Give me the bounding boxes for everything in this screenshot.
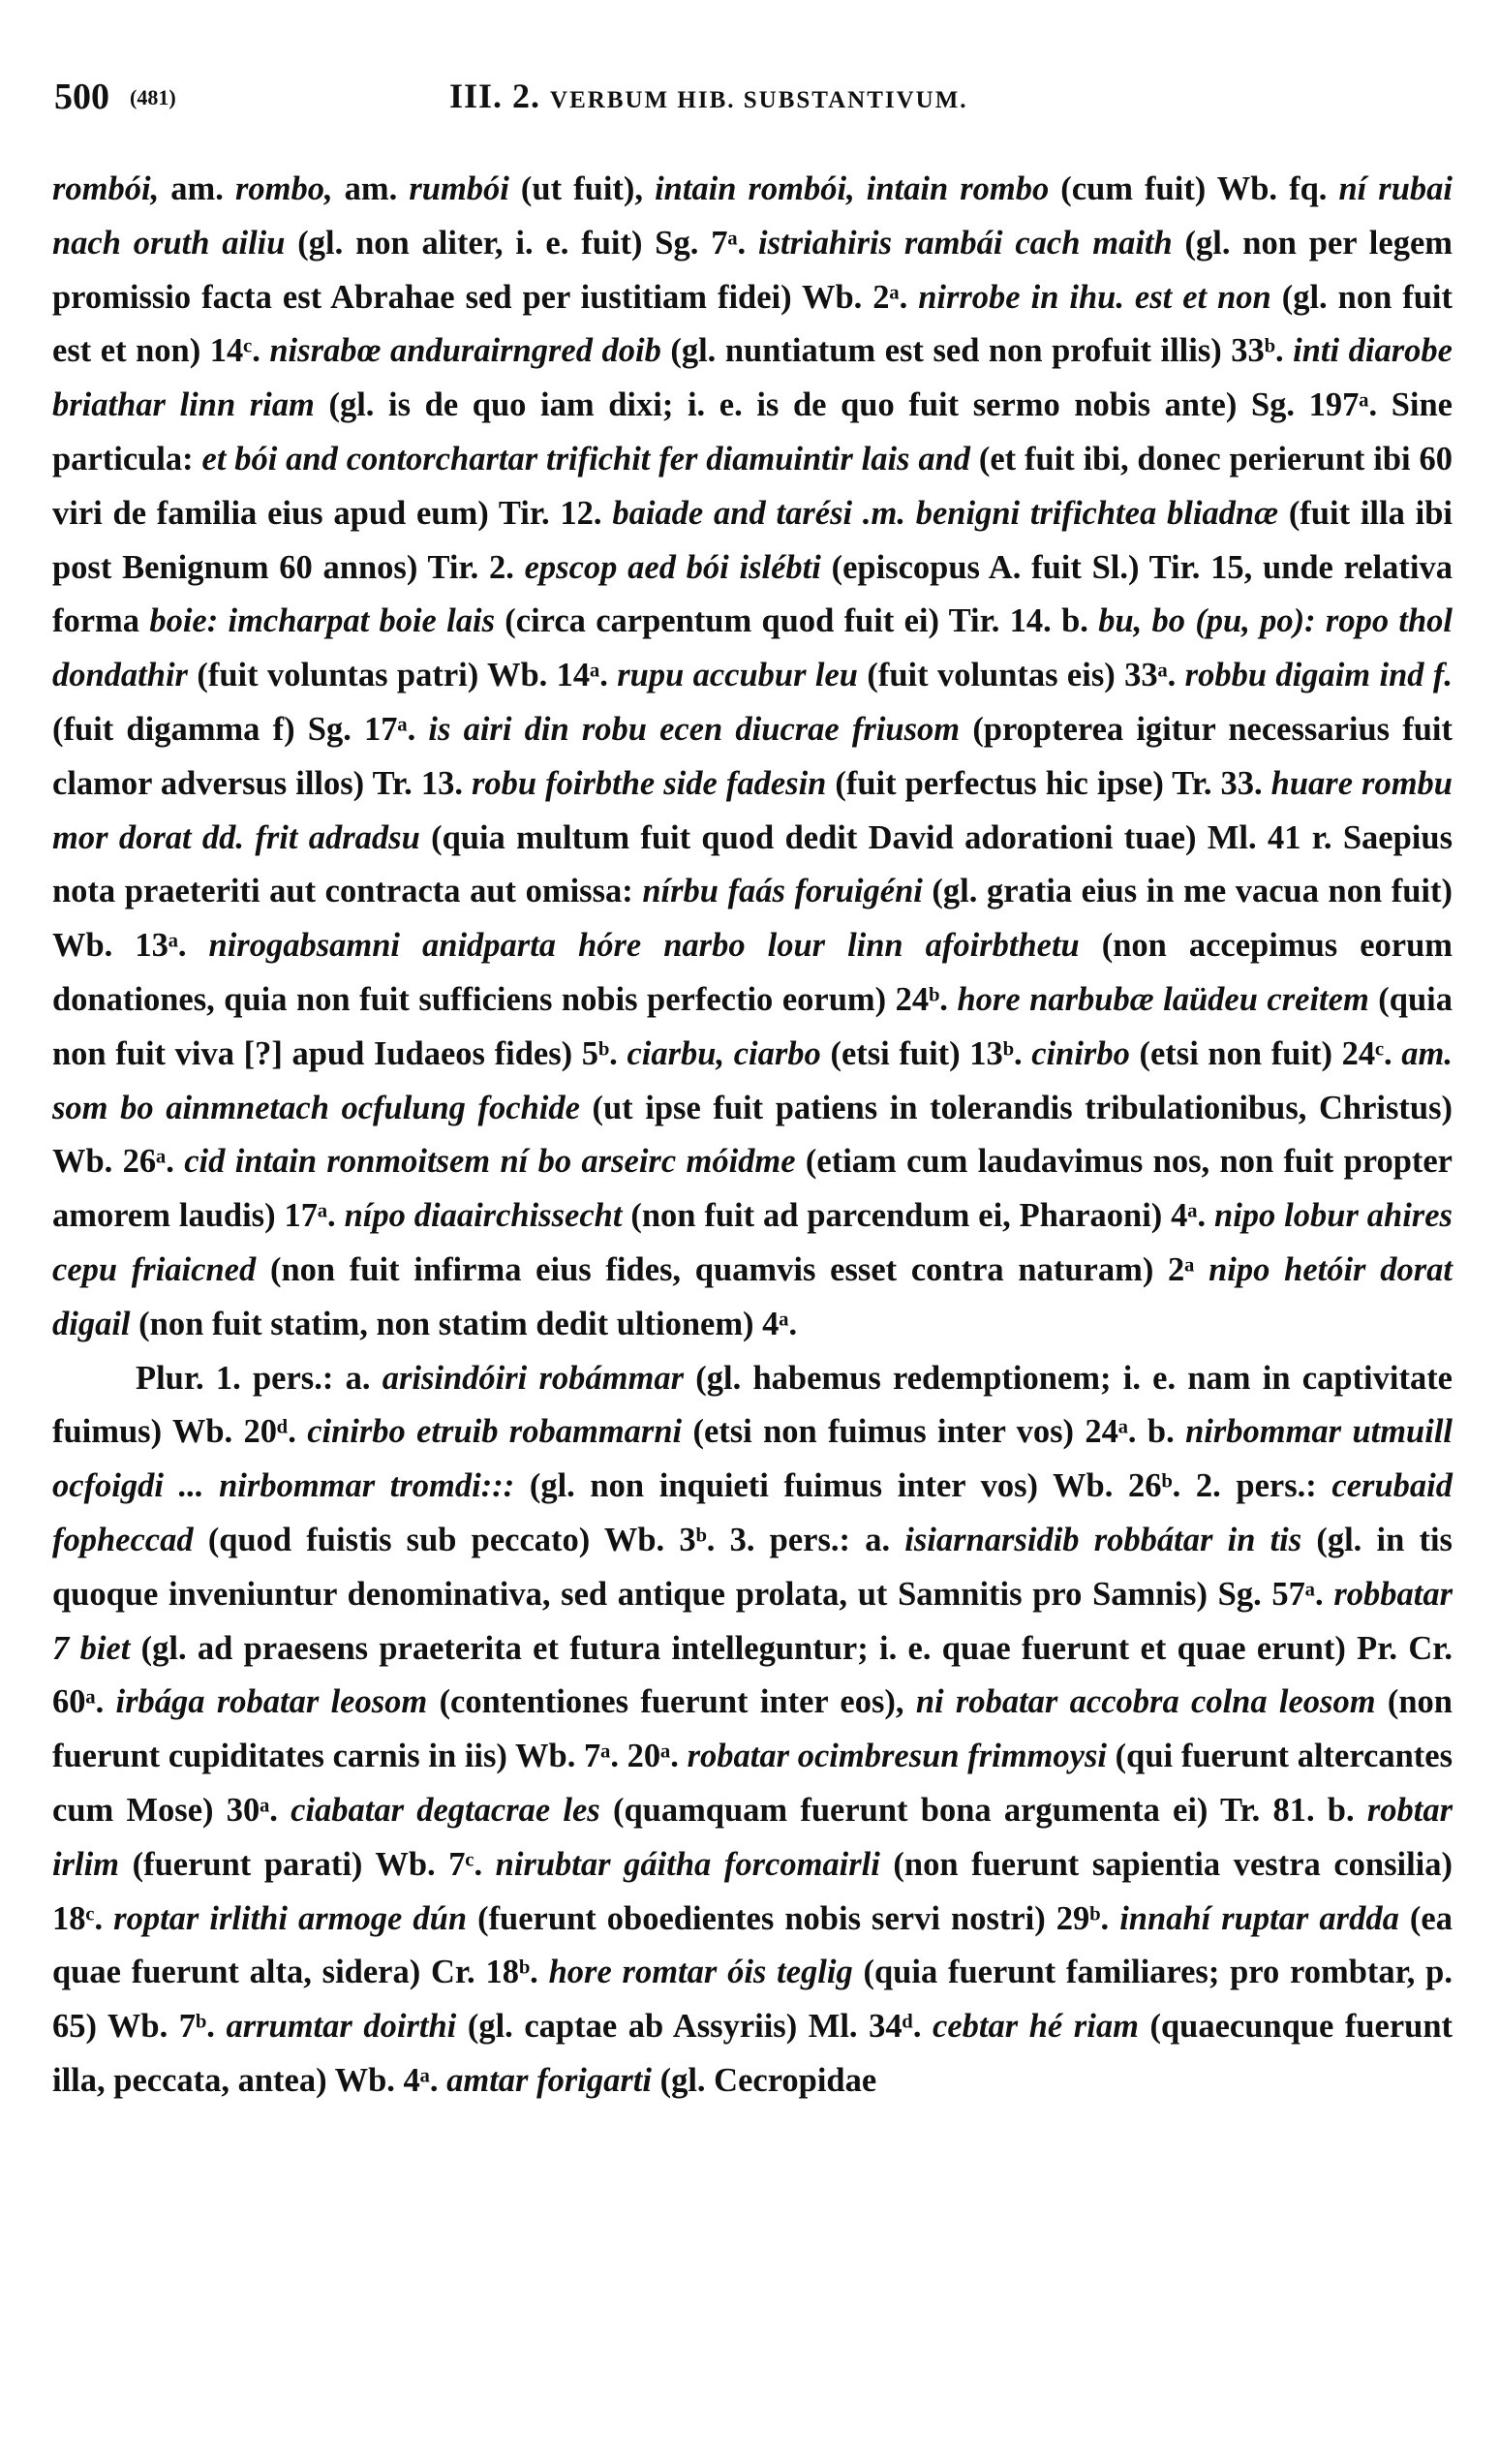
gloss-text: (fuit voluntas eis) 33ᵃ. [867, 657, 1185, 694]
gloss-text: (gl. non per legem promissio facta est Abrahae sed per iustitiam fidei) Wb. 2ᵃ. [52, 224, 1453, 316]
gloss-text: (ea quae fuerunt alta, sidera) Cr. 18ᵇ. [52, 1899, 1453, 1991]
gloss-text: (gl. gratia eius in me vacua non fuit) Wb. 13ᵃ. [52, 873, 1453, 965]
gloss-text: (gl. non fuit est et non) 14ᶜ. [52, 278, 1453, 370]
irish-form: isiarnarsidib robbátar in tis [904, 1521, 1317, 1558]
gloss-text: (fuerunt oboedientes nobis servi nostri) 29ᵇ. [477, 1899, 1120, 1937]
gloss-text: (propterea igitur necessarius fuit clamor adversus illos) Tr. 13. [52, 710, 1453, 802]
irish-form: cinirbo etruib robammarni [307, 1413, 693, 1451]
gloss-text: (quia multum fuit quod dedit David adorationi tuae) Ml. 41 r. Saepius nota praeteriti aut contracta aut omissa: [52, 818, 1453, 910]
gloss-text: (episcopus A. fuit Sl.) Tir. 15, unde relativa forma [52, 548, 1453, 640]
gloss-text: am. [344, 170, 410, 207]
irish-form: nirogabsamni anidparta hóre narbo lour linn afoirbthetu [208, 927, 1102, 965]
gloss-text: (fuerunt parati) Wb. 7ᶜ. [132, 1845, 496, 1883]
gloss-text: (ut fuit), [520, 170, 656, 207]
gloss-text: (fuit voluntas patri) Wb. 14ᵃ. [197, 657, 618, 694]
irish-form: rombo, [234, 170, 345, 207]
gloss-text: (fuit illa ibi post Benignum 60 annos) Tir. 2. [52, 494, 1453, 586]
irish-form: et bói and contorchartar trifichit fer diamuintir lais and [201, 440, 979, 477]
irish-form: ní rubai nach oruth ailiu [52, 170, 1453, 262]
gloss-text: (etsi fuit) 13ᵇ. [830, 1034, 1032, 1072]
irish-form: robtar irlim [52, 1791, 1453, 1883]
gloss-text: am. [170, 170, 235, 207]
gloss-text: Plur. 1. pers.: a. [136, 1359, 382, 1397]
irish-form: robbu digaim ind f. [1184, 657, 1453, 694]
running-head [449, 76, 968, 116]
gloss-text: (gl. non inquieti fuimus inter vos) Wb. 26ᵇ. 2. pers.: [529, 1467, 1332, 1505]
gloss-text: (non fuit statim, non statim dedit ultionem) 4ᵃ. [138, 1305, 798, 1342]
irish-form: bu, bo (pu, po): ropo thol dondathir [52, 602, 1453, 694]
irish-form: robbatar 7 biet [52, 1575, 1453, 1667]
irish-form: robatar ocimbresun frimmoysi [687, 1738, 1116, 1775]
irish-form: nírbu faás foruigéni [642, 873, 933, 910]
irish-form: rumbói [409, 170, 521, 207]
irish-form: nisrabœ andurairngred doib [269, 332, 671, 370]
body-text [52, 163, 1453, 2109]
irish-form: epscop aed bói islébti [524, 548, 832, 586]
gloss-text: (etsi non fuimus inter vos) 24ᵃ. b. [692, 1413, 1186, 1451]
irish-form: baiade and tarési .m. benigni trifichtea bliadnæ [612, 494, 1289, 532]
gloss-text: (gl. non aliter, i. e. fuit) Sg. 7ᵃ. [297, 224, 758, 262]
gloss-text: (non fuit ad parcendum ei, Pharaoni) 4ᵃ. [630, 1197, 1215, 1235]
alt-page-number: (481) [130, 85, 176, 109]
gloss-text: (gl. captae ab Assyriis) Ml. 34ᵈ. [467, 2008, 933, 2046]
irish-form: cid intain ronmoitsem ní bo arseirc móidme [184, 1143, 806, 1181]
gloss-text: (circa carpentum quod fuit ei) Tir. 14. b. [505, 602, 1099, 640]
gloss-text: (quaecunque fuerunt illa, peccata, antea) Wb. 4ᵃ. [52, 2008, 1453, 2099]
irish-form: nirrobe in ihu. est et non [918, 278, 1282, 316]
running-head-main: III. 2. [449, 77, 551, 115]
gloss-text: (cum fuit) Wb. fq. [1060, 170, 1339, 207]
gloss-text: (gl. in tis quoque inveniuntur denominativa, sed antique prolata, ut Samnitis pro Samnis) Sg. 57ᵃ. [52, 1521, 1453, 1613]
irish-form: roptar irlithi armoge dún [113, 1899, 478, 1937]
gloss-text: (gl. is de quo iam dixi; i. e. is de quo fuit sermo nobis ante) Sg. 197ᵃ. Sine particula: [52, 386, 1453, 477]
irish-form: boie: imcharpat boie lais [149, 602, 505, 640]
gloss-text: (gl. Cecropidae [659, 2061, 877, 2099]
page-number: 500 [54, 77, 109, 117]
gloss-text: (non accepimus eorum donationes, quia non fuit sufficiens nobis perfectio eorum) 24ᵇ. [52, 927, 1453, 1018]
irish-form: cinirbo [1031, 1034, 1140, 1072]
irish-form: arrumtar doirthi [226, 2008, 468, 2046]
paragraph-2 [52, 1352, 1453, 2109]
irish-form: nipo lobur ahires cepu friaicned [52, 1197, 1453, 1288]
gloss-text: (gl. habemus redemptionem; i. e. nam in captivitate fuimus) Wb. 20ᵈ. [52, 1359, 1453, 1451]
gloss-text: (fuit perfectus hic ipse) Tr. 33. [835, 764, 1271, 802]
irish-form: hore narbubæ laüdeu creitem [957, 980, 1379, 1018]
gloss-text: (quod fuistis sub peccato) Wb. 3ᵇ. 3. pers.: a. [207, 1521, 905, 1558]
gloss-text: (etsi non fuit) 24ᶜ. [1139, 1034, 1402, 1072]
irish-form: intain rombói, intain rombo [655, 170, 1061, 207]
irish-form: innahí ruptar ardda [1119, 1899, 1410, 1937]
gloss-text: (gl. ad praesens praeterita et futura intelleguntur; i. e. quae fuerunt et quae erunt) Pr. Cr. 60ᵃ. [52, 1629, 1453, 1721]
irish-form: inti diarobe briathar linn riam [52, 332, 1453, 424]
gloss-text: (quia non fuit viva [?] apud Iudaeos fides) 5ᵇ. [52, 980, 1453, 1072]
running-header [54, 76, 1449, 124]
irish-form: arisindóiri robámmar [382, 1359, 696, 1397]
gloss-text: (contentiones fuerunt inter eos), [439, 1683, 916, 1721]
irish-form: istriahiris rambái cach maith [757, 224, 1185, 262]
gloss-text: (quamquam fuerunt bona argumenta ei) Tr. 81. b. [612, 1791, 1367, 1829]
running-head-small: VERBUM HIB. SUBSTANTIVUM. [550, 87, 968, 113]
gloss-text: (qui fuerunt altercantes cum Mose) 30ᵃ. [52, 1738, 1453, 1829]
gloss-text: (etiam cum laudavimus nos, non fuit propter amorem laudis) 17ᵃ. [52, 1143, 1453, 1235]
irish-form: nirbommar utmuill ocfoigdi ... nirbommar tromdi::: [52, 1413, 1453, 1505]
irish-form: ni robatar accobra colna leosom [915, 1683, 1388, 1721]
gloss-text: (fuit digamma f) Sg. 17ᵃ. [52, 710, 429, 748]
irish-form: hore romtar óis teglig [548, 1954, 864, 1991]
irish-form: nipo hetóir dorat digail [52, 1250, 1453, 1342]
paragraph-1 [52, 163, 1453, 1352]
irish-form: cerubaid fopheccad [52, 1467, 1453, 1558]
gloss-text: (non fuerunt cupiditates carnis in iis) Wb. 7ᵃ. 20ᵃ. [52, 1683, 1453, 1775]
irish-form: amtar forigarti [446, 2061, 660, 2099]
irish-form: rombói, [52, 170, 171, 207]
gloss-text: (ut ipse fuit patiens in tolerandis tribulationibus, Christus) Wb. 26ᵃ. [52, 1089, 1453, 1181]
gloss-text: (non fuerunt sapientia vestra consilia) 18ᶜ. [52, 1845, 1453, 1937]
irish-form: ciabatar degtacrae les [291, 1791, 613, 1829]
gloss-text: (et fuit ibi, donec perierunt ibi 60 viri de familia eius apud eum) Tir. 12. [52, 440, 1453, 532]
irish-form: nirubtar gáitha forcomairli [495, 1845, 894, 1883]
irish-form: ciarbu, ciarbo [627, 1034, 831, 1072]
gloss-text: (non fuit infirma eius fides, quamvis esset contra naturam) 2ᵃ [269, 1250, 1209, 1288]
irish-form: robu foirbthe side fadesin [471, 764, 836, 802]
irish-form: huare rombu mor dorat dd. frit adradsu [52, 764, 1453, 856]
irish-form: rupu accubur leu [617, 657, 868, 694]
irish-form: cebtar hé riam [933, 2008, 1150, 2046]
gloss-text: (quia fuerunt familiares; pro rombtar, p. 65) Wb. 7ᵇ. [52, 1954, 1453, 2046]
gloss-text: (gl. nuntiatum est sed non profuit illis) 33ᵇ. [670, 332, 1294, 370]
irish-form: is airi din robu ecen diucrae friusom [428, 710, 973, 748]
irish-form: irbága robatar leosom [115, 1683, 440, 1721]
irish-form: am. som bo ainmnetach ocfulung fochide [52, 1034, 1453, 1126]
irish-form: nípo diaairchissecht [344, 1197, 631, 1235]
